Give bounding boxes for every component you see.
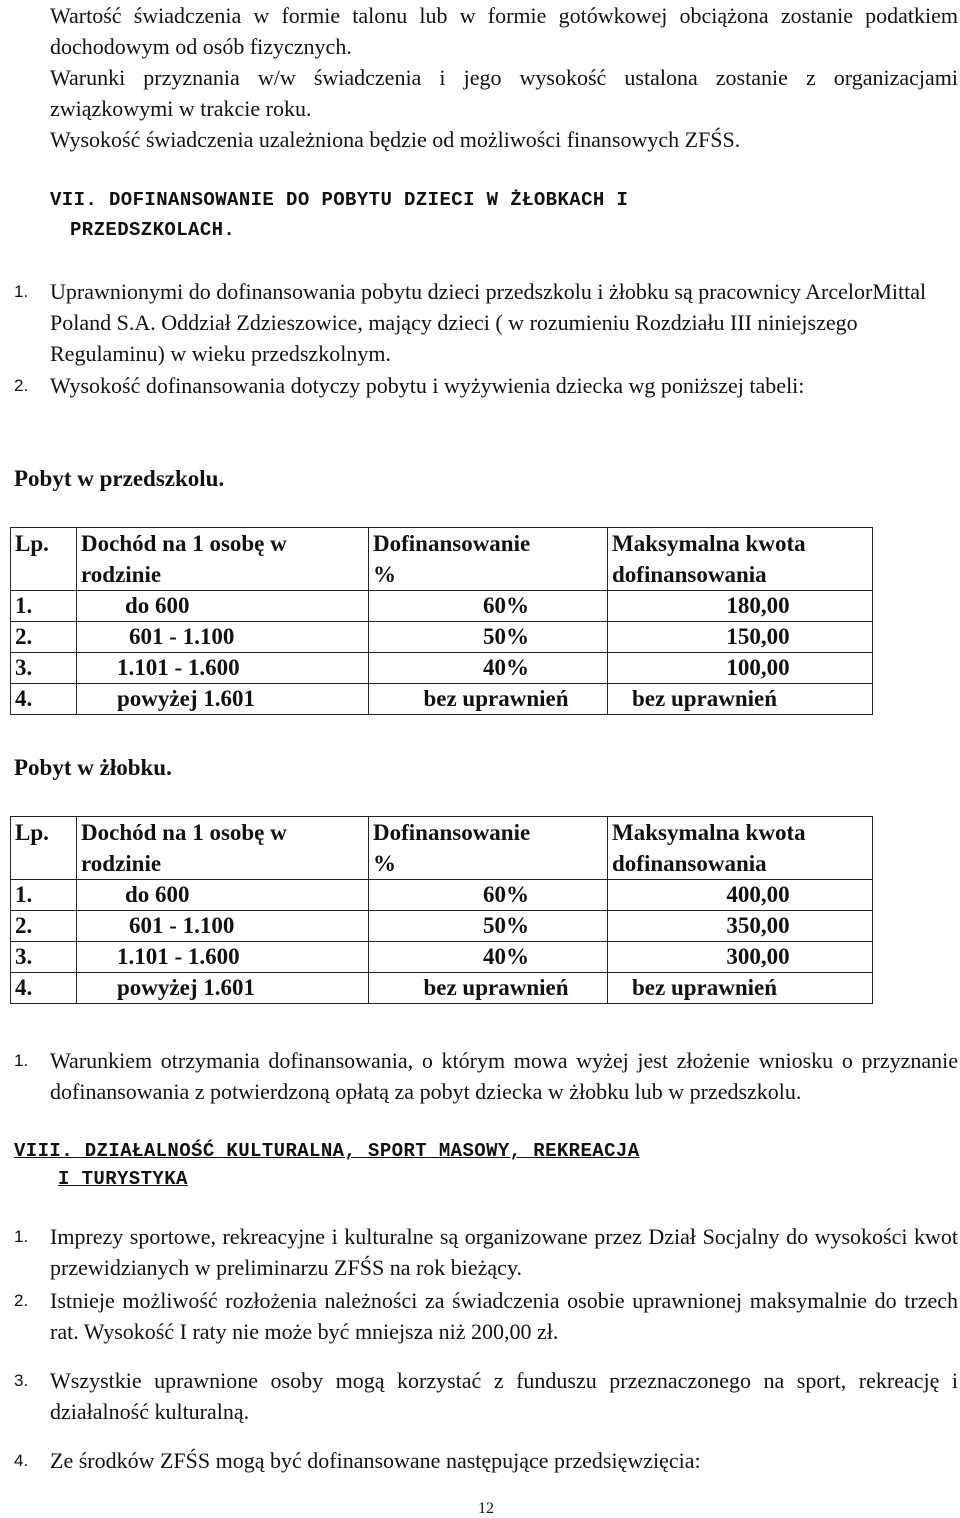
cell-percent: 60% [369, 591, 608, 622]
cell-percent: 50% [369, 622, 608, 653]
section-vii-heading-line2: PRZEDSZKOLACH. [70, 219, 236, 241]
cell-max-amount: 180,00 [608, 591, 873, 622]
cell-percent: 40% [369, 942, 608, 973]
cell-income: do 600 [77, 591, 369, 622]
table-row [11, 880, 873, 911]
condition-text: Warunkiem otrzymania dofinansowania, o którym mowa wyżej jest złożenie wniosku o przyznanie dofinansowania z potwierdzoną opłatą za pobyt dziecka w żłobku lub w przedszkolu. [50, 1048, 958, 1104]
header-lp: Lp. [11, 528, 77, 591]
cell-percent: 60% [369, 880, 608, 911]
header-income [77, 817, 369, 880]
section-viii-item-1-number: 1. [14, 1227, 29, 1246]
cell-income: 601 - 1.100 [77, 622, 369, 653]
table-header-row [11, 528, 873, 591]
intro-paragraph-tax: Wartość świadczenia w formie talonu lub w formie gotówkowej obciążona zostanie podatkiem dochodowym od osób fizycznych. [50, 3, 958, 59]
cell-max-amount: bez uprawnień [608, 973, 873, 1004]
cell-max-amount: 150,00 [608, 622, 873, 653]
cell-max-amount: bez uprawnień [608, 684, 873, 715]
cell-income: do 600 [77, 880, 369, 911]
section-viii-item-4-text: Ze środków ZFŚS mogą być dofinansowane następujące przedsięwzięcia: [50, 1448, 701, 1473]
header-max-amount: Maksymalna kwota dofinansowania [608, 528, 873, 591]
section-viii-item-2-number: 2. [14, 1291, 29, 1310]
preschool-table [10, 527, 873, 715]
nursery-table-caption: Pobyt w żłobku. [14, 755, 172, 780]
cell-lp: 1. [11, 591, 77, 622]
table-row [11, 942, 873, 973]
table-row [11, 684, 873, 715]
cell-income: powyżej 1.601 [77, 973, 369, 1004]
header-percent: Dofinansowanie % [369, 528, 608, 591]
section-viii-item-4-number: 4. [14, 1451, 29, 1470]
page-number: 12 [478, 1500, 494, 1517]
cell-lp: 4. [11, 973, 77, 1004]
header-income-line1: Dochód na 1 osobę w [81, 820, 287, 845]
header-lp: Lp. [11, 817, 77, 880]
section-vii-item-1-number: 1. [14, 282, 29, 301]
cell-lp: 3. [11, 942, 77, 973]
section-viii-heading-line2: I TURYSTYKA [58, 1168, 188, 1190]
preschool-table-caption: Pobyt w przedszkolu. [14, 466, 225, 491]
cell-max-amount: 100,00 [608, 653, 873, 684]
cell-income: 1.101 - 1.600 [77, 942, 369, 973]
section-viii-item-3-number: 3. [14, 1371, 29, 1390]
section-vii-item-2-text: Wysokość dofinansowania dotyczy pobytu i wyżywienia dziecka wg poniższej tabeli: [50, 373, 805, 398]
section-vii-item-2-number: 2. [14, 376, 29, 395]
cell-lp: 2. [11, 622, 77, 653]
table-row [11, 622, 873, 653]
nursery-table [10, 816, 873, 1004]
cell-percent: bez uprawnień [369, 684, 608, 715]
header-max-amount: Maksymalna kwota dofinansowania [608, 817, 873, 880]
condition-number: 1. [14, 1051, 29, 1070]
cell-percent: bez uprawnień [369, 973, 608, 1004]
cell-max-amount: 300,00 [608, 942, 873, 973]
cell-lp: 1. [11, 880, 77, 911]
cell-percent: 40% [369, 653, 608, 684]
section-viii-item-3-text: Wszystkie uprawnione osoby mogą korzystać z funduszu przeznaczonego na sport, rekreację i działalność kulturalną. [50, 1368, 958, 1424]
header-income [77, 528, 369, 591]
section-vii-item-1-text: Uprawnionymi do dofinansowania pobytu dzieci przedszkolu i żłobku są pracownicy ArcelorMittal Poland S.A. Oddział Zdzieszowice, mający dzieci ( w rozumieniu Rozdziału III niniejszego Regulaminu) w wieku przedszkolnym. [50, 279, 927, 366]
section-viii-item-1-text: Imprezy sportowe, rekreacyjne i kulturalne są organizowane przez Dział Socjalny do wysokości kwot przewidzianych w preliminarzu ZFŚS na rok bieżący. [50, 1224, 958, 1280]
cell-lp: 3. [11, 653, 77, 684]
header-income-line2: rodzinie [81, 851, 162, 876]
cell-income: 601 - 1.100 [77, 911, 369, 942]
cell-max-amount: 400,00 [608, 880, 873, 911]
cell-lp: 2. [11, 911, 77, 942]
cell-max-amount: 350,00 [608, 911, 873, 942]
cell-income: powyżej 1.601 [77, 684, 369, 715]
header-income-line1: Dochód na 1 osobę w [81, 531, 287, 556]
cell-lp: 4. [11, 684, 77, 715]
cell-percent: 50% [369, 911, 608, 942]
table-row [11, 591, 873, 622]
section-viii-heading-line1: VIII. DZIAŁALNOŚĆ KULTURALNA, SPORT MASOWY, REKREACJA [14, 1140, 640, 1162]
header-percent: Dofinansowanie % [369, 817, 608, 880]
table-row [11, 973, 873, 1004]
intro-paragraph-amount: Wysokość świadczenia uzależniona będzie od możliwości finansowych ZFŚS. [50, 127, 741, 152]
intro-paragraph-conditions: Warunki przyznania w/w świadczenia i jego wysokość ustalona zostanie z organizacjami związkowymi w trakcie roku. [50, 65, 958, 121]
table-row [11, 911, 873, 942]
header-income-line2: rodzinie [81, 562, 162, 587]
table-header-row [11, 817, 873, 880]
section-vii-heading-line1: VII. DOFINANSOWANIE DO POBYTU DZIECI W ŻŁOBKACH I [50, 189, 629, 211]
cell-income: 1.101 - 1.600 [77, 653, 369, 684]
table-row [11, 653, 873, 684]
section-viii-item-2-text: Istnieje możliwość rozłożenia należności za świadczenia osobie uprawnionej maksymalnie do trzech rat. Wysokość I raty nie może być mniejsza niż 200,00 zł. [50, 1288, 958, 1344]
